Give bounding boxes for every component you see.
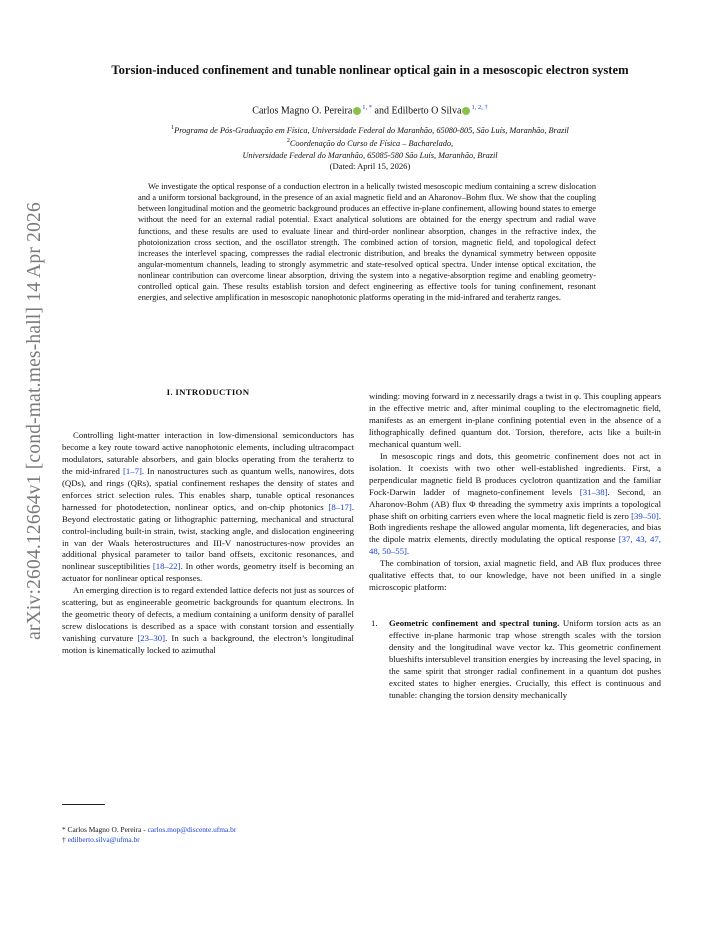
section-heading: I. INTRODUCTION [166, 387, 250, 397]
affiliation-1: Programa de Pós-Graduação em Física, Universidade Federal do Maranhão, 65080-805, São Luís, Maranhão, Brazil [174, 125, 569, 135]
author-line [80, 104, 660, 116]
affiliation-2-line2: Universidade Federal do Maranhão, 65085-580 São Luís, Maranhão, Brazil [242, 150, 498, 160]
paragraph: The combination of torsion, axial magnetic field, and AB flux produces three qualitative effects that, to our knowledge, have not been unified in a single microscopic platform: [369, 558, 661, 593]
author-separator: and [372, 105, 392, 117]
citation-link[interactable]: [31–38] [579, 486, 608, 497]
right-column [369, 391, 661, 702]
paragraph: In mesoscopic rings and dots, this geometric confinement does not act in isolation. It coexists with two other well-established ingredients. First, a perpendicular magnetic field B produces cyclotron quantization and the familiar Fock-Darwin ladder of magneto-confinement levels [31–38]. Second, an Aharonov-Bohm (AB) flux Φ threading the symmetry axis imprints a topological phase shift on orbiting carriers even where the local magnetic field is zero [39–50]. Both ingredients reshape the allowed angular momenta, lift degeneracies, and bias the dipole matrix elements, directly modulating the optical response [37, 43, 47, 48, 50–55]. [369, 450, 661, 557]
footnote: † edilberto.silva@ufma.br [62, 835, 140, 844]
citation-link[interactable]: [1–7] [122, 465, 142, 476]
list-item-text: Uniform torsion acts as an effective in-plane harmonic trap whose strength scales with the torsion density and the longitudinal wave vector kz. This geometric confinement blueshifts intersublevel transition energies by increasing the level spacing, in the same spirit that stronger radial confinement in a quantum dot pushes excited states to higher energies. Crucially, this effect is continuous and tunable: changing the torsion density mechanically [389, 618, 661, 700]
citation-link[interactable]: [23–30] [137, 633, 166, 644]
author-name: Edilberto O Silva [391, 105, 462, 117]
citation-link[interactable]: [8–17] [328, 501, 352, 512]
affiliation-2-line1: Coordenação do Curso de Física – Bacharelado, [289, 139, 454, 149]
email-link[interactable]: carlos.mop@discente.ufma.br [147, 825, 237, 834]
author-affiliation-mark[interactable]: 1, 2, † [471, 104, 488, 111]
arxiv-identifier: arXiv:2604.12664v1 [cond-mat.mes-hall] 14 Apr 2026 [24, 202, 45, 640]
list-item-heading: Geometric confinement and spectral tuning. [389, 618, 560, 629]
orcid-icon[interactable] [462, 107, 470, 115]
list-item [369, 618, 661, 702]
abstract: We investigate the optical response of a conduction electron in a helically twisted mesoscopic medium containing a screw dislocation and a uniform torsional background, in the presence of an axial magnetic field and an Aharonov–Bohm flux. We show that the coupling between longitudinal motion and the geometric background produces an effective in-plane confinement, allowing bound states to emerge without the need for an external radial potential. Exact analytical solutions are obtained for the energy spectrum and radial wave functions, and these results are used to evaluate linear and third-order nonlinear absorption, changes in the refractive index, the photoionization cross section, and the oscillator strength. The combined action of torsion, magnetic field, and topological defect increases the interlevel spacing, compresses the radial electronic distribution, and breaks the dynamical symmetry between opposite angular-momentum channels, leading to strongly asymmetric and state-resolved optical spectra. Under intense optical excitation, the nonlinear contribution can overcome linear absorption, driving the system into a negative-absorption regime and enabling geometry-controlled optical gain. These results establish torsion and defect engineering as effective tools for tuning confinement, resonant energies, and selective amplification in mesoscopic nanophotonic platforms operating in the mid-infrared and terahertz ranges. [138, 182, 596, 303]
paragraph: winding: moving forward in z necessarily drags a twist in φ. This coupling appears in the effective metric and, after minimal coupling to the electromagnetic field, manifests as an emergent in-plane confining potential even in the absence of a lithographically defined quantum dot. Torsion, therefore, acts like a built-in mechanical quantum well. [369, 391, 661, 449]
affiliations [80, 123, 660, 161]
paragraph: An emerging direction is to regard extended lattice defects not just as sources of scattering, but as engineerable geometric backgrounds for quantum electrons. In the geometric theory of defects, a medium containing a uniform density of parallel screw dislocations is described as a space with constant torsion and essentially vanishing curvature [23–30]. In such a background, the electron’s longitudinal motion is kinematically locked to azimuthal [62, 585, 354, 656]
orcid-icon[interactable] [353, 107, 361, 115]
paragraph: Controlling light-matter interaction in low-dimensional semiconductors has become a key route toward active nanophotonic elements, including ultracompact modulators, saturable absorbers, and gain blocks operating from the terahertz to the mid-infrared [1–7]. In nanostructures such as quantum wells, nanowires, dots (QDs), and rings (QRs), spatial confinement reshapes the density of states and enforces strict selection rules. This enables sharp, tunable optical resonances harnessed for photodetection, nonlinear optics, and on-chip photonics [8–17]. Beyond electrostatic gating or lithographic patterning, mechanical and structural control-including built-in strain, twist, stacking angle, and dislocation engineering in van der Waals heterostructures and III-V nanostructures-now provides an additional physical parameter to tailor band offsets, excitonic resonances, and nonlinear susceptibilities [18–22]. In other words, geometry itself is becoming an actuator for nonlinear optical responses. [62, 429, 355, 584]
footnotes [62, 825, 354, 845]
affiliation-mark: 2 [286, 138, 290, 145]
citation-link[interactable]: [37, 43, 47, 48, 50–55] [369, 534, 661, 557]
author-name: Carlos Magno O. Pereira [252, 105, 353, 117]
citation-link[interactable]: [39–50] [631, 510, 659, 521]
affiliation-mark: 1 [171, 125, 175, 131]
left-column [62, 387, 354, 657]
citation-link[interactable]: [18–22] [152, 561, 181, 572]
paper-title: Torsion-induced confinement and tunable nonlinear optical gain in a mesoscopic electron system [111, 63, 629, 77]
footnote-divider [62, 804, 105, 805]
author-affiliation-mark[interactable]: 1, * [362, 104, 373, 111]
email-link[interactable]: edilberto.silva@ufma.br [67, 835, 140, 844]
list-number: 1. [371, 618, 378, 629]
footnote: * Carlos Magno O. Pereira - carlos.mop@discente.ufma.br [62, 825, 237, 834]
date-line: (Dated: April 15, 2026) [329, 161, 411, 171]
